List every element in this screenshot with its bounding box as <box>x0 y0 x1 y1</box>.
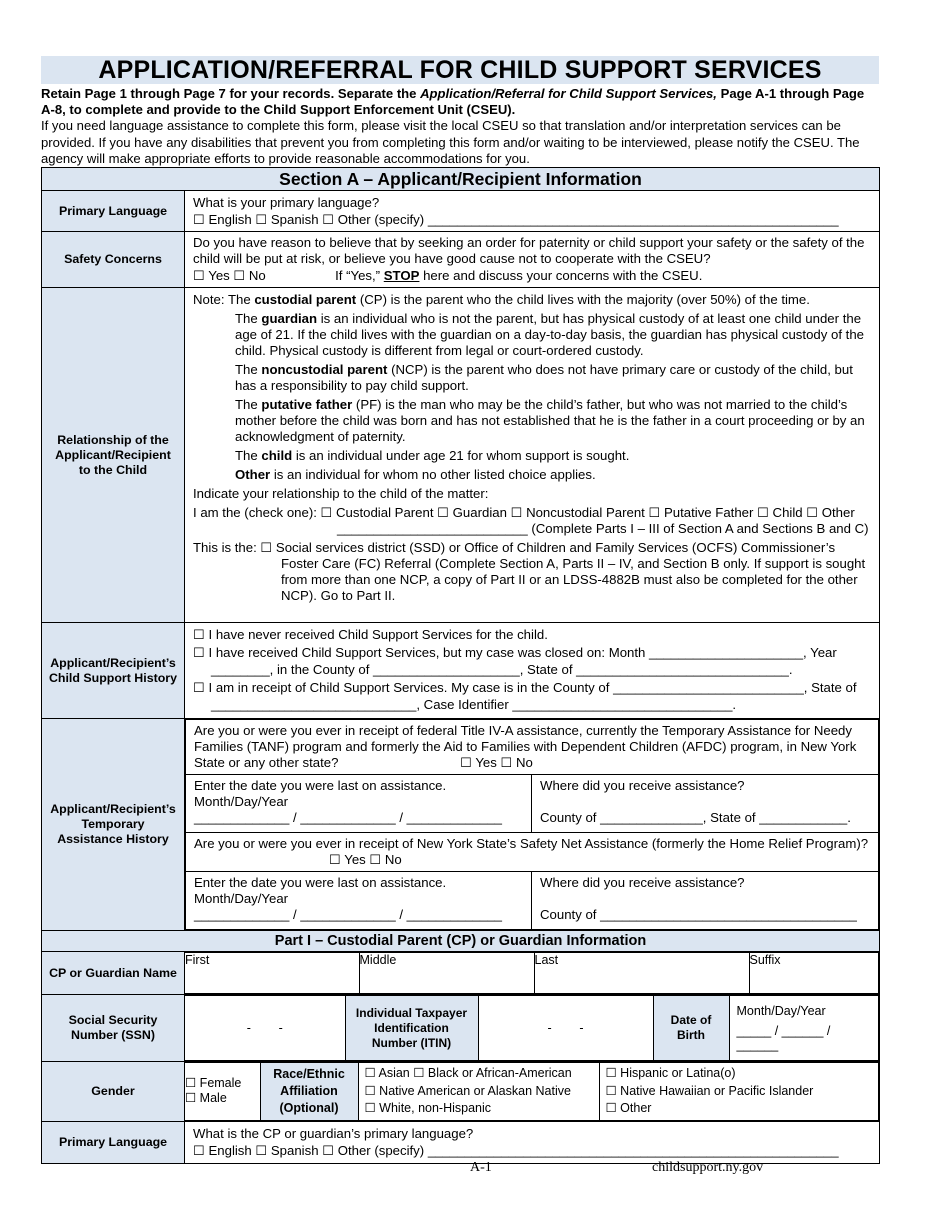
foster-care-referral[interactable]: This is the: ☐ Social services district (SSD) or Office of Children and Family Services (OCFS) Commissioner’s Foster Care (FC) Referral (Complete Section A, Parts II – IV, and Section B only. If support is sought from more than one NCP, a copy of Part II or an LDSS-4882B must also be completed for the other NCP). Go to Part II. <box>193 540 866 604</box>
section-a-table: Section A – Applicant/Recipient Information Primary Language What is your primary language? ☐ English ☐ Spanish ☐ Other (specify) ________________________________________________________ Safety Concerns Do you have reason to believe that by seeking an order for paternity or child support your safety or the safety of the child will be put at risk, or believe you have good cause not to cooperate with the CSEU? ☐ Yes ☐ No If “Yes,” STOP here and discuss your concerns with the CSEU. Relationship of the Applicant/Recipient to the Child Note: The custodial parent (CP) is the parent who the child lives with the majority (over 50%) of the time. The guardian is an individual who is not the parent, but has physical custody of at least one child under the age of 21. If the child lives with the guardian on a day-to-day basis, the guardian has physical custody of the child. Physical custody is different from legal or court-ordered custody. The noncustodial parent (NCP) is the parent who does not have primary care or custody of the child, but has a responsibility to pay child support. The putative father (PF) is the man who may be the child’s father, but who was not married to the child’s mother before the child was born and has not established that he is the father in a court proceeding or by an acknowledgment of paternity. The child is an individual under age 21 for whom support is sought. Other is an individual for whom no other listed choice applies. Indicate your relationship to the child of the matter: I am the (check one): ☐ Custodial Parent ☐ Guardian ☐ Noncustodial Parent ☐ Putative Father ☐ Child ☐ Other __________________________ (Complete Parts I – III of Section A and Sections B and C) This is the: ☐ Social services district (SSD) or Office of Children and Family Services (OCFS) Commissioner’s Foster Care (FC) Referral (Complete Section A, Parts II – IV, and Section B only. If support is sought from more than one NCP, a copy of Part II or an LDSS-4882B must also be completed for the other NCP). Go to Part II. Applicant/Recipient’s Child Support History ☐ I have never received Child Support Services for the child. ☐ I have received Child Support Services, but my case was closed on: Month _____________________, Year ________, in the County of ____________________, State of _____________________________. ☐ I am in receipt of Child Support Services. My case is in the County of __________________________, State of ____________________________, Case Identifier ______________________________. Applicant/Recipient’s Temporary Assistance History Are you or were you ever in receipt of federal Title IV-A assistance, currently the Temporary Assistance for Needy Families (TANF) program and formerly the Aid to Families with Dependent Children (AFDC) program, in New York State or any other state? ☐ Yes ☐ No Enter the date you were last on assistance. Month/Day/Year _____________ / _____________ / _____________ Where did you receive assistance? County of ______________, State of ____________. Are you or were you ever in receipt of New York State’s Safety Net Assistance (formerly the Home Relief Program)? ☐ Yes ☐ No Enter the date you were last on assistance. Month/Day/Year _____________ / _____________ / _____________ Where did you receive assistance? County of ___________________________________ Part I – Custodial Parent (CP) or Guardian Information CP or Guardian Name First Middle Last Suffix Social Security Number (SSN) - - Individual Taxpayer Identification Number (ITIN) - - Date of Birth Month/Day/Year _____ / ______ / ______ Gender ☐ Female ☐ Male Race/Ethnic Affiliation (Optional) ☐ Asian ☐ Black or African-American ☐ Native American or Alaskan Native ☐ White, non-Hispanic ☐ Hispanic or Latina(o) ☐ Native Hawaiian or Pacific Islander ☐ Other Primary Language What is the CP or guardian’s primary language? ☐ English ☐ Spanish ☐ Other (specify) ________________________________________________________ <box>41 167 880 1164</box>
section-a-title: Section A – Applicant/Recipient Information <box>42 168 880 191</box>
sna-county-field[interactable]: County of ___________________________________ <box>540 907 857 923</box>
dob-field[interactable]: _____ / ______ / ______ <box>736 1024 831 1053</box>
safety-question: Do you have reason to believe that by seeking an order for paternity or child support your safety or the safety of the child will be put at risk, or believe you have good cause not to cooperate with the CSEU? <box>193 235 865 267</box>
dob-label: Date of Birth <box>653 996 729 1061</box>
gender-female-checkbox[interactable]: ☐ Female <box>185 1076 242 1091</box>
ta-history-label: Applicant/Recipient’s Temporary Assistance History <box>42 719 185 931</box>
sna-date-field[interactable]: _____________ / _____________ / _____________ <box>194 907 503 923</box>
form-title: APPLICATION/REFERRAL FOR CHILD SUPPORT SERVICES <box>41 56 879 84</box>
history-label: Applicant/Recipient’s Child Support History <box>42 623 185 719</box>
accessibility-note: If you need language assistance to complete this form, please visit the local CSEU so that translation and/or interpretation services can be provided. If you have any disabilities that prevent you from completing this form and/or waiting to be interviewed, please notify the CSEU. The agency will make appropriate efforts to provide reasonable accommodations for you. <box>41 118 860 166</box>
history-current[interactable]: ☐ I am in receipt of Child Support Services. My case is in the County of __________________________, State of ____________________________, Case Identifier ______________________________. <box>193 679 857 713</box>
stop-text: STOP <box>383 268 420 284</box>
relationship-checkboxes[interactable]: I am the (check one): ☐ Custodial Parent ☐ Guardian ☐ Noncustodial Parent ☐ Putative Father ☐ Child ☐ Other __________________________ (Complete Parts I – III of Section A and Sections B and C) <box>193 505 869 537</box>
form-page <box>41 56 879 1164</box>
primary-language-label: Primary Language <box>42 191 185 232</box>
cp-name-label: CP or Guardian Name <box>42 952 185 995</box>
safety-options[interactable]: ☐ Yes ☐ No <box>193 268 266 284</box>
cp-middle-name-field[interactable]: Middle <box>359 953 534 994</box>
cp-language-options[interactable]: ☐ English ☐ Spanish ☐ Other (specify) ________________________________________________________ <box>193 1142 839 1158</box>
ta-county-state-field[interactable]: County of ______________, State of ____________. <box>540 810 851 826</box>
itin-field[interactable]: - - <box>478 996 653 1061</box>
safety-net-options[interactable]: ☐ Yes ☐ No <box>329 852 402 868</box>
history-never[interactable]: ☐ I have never received Child Support Services for the child. <box>193 627 548 643</box>
race-native-hawaiian[interactable]: ☐ Native Hawaiian or Pacific Islander <box>605 1083 814 1098</box>
indicate-relationship: Indicate your relationship to the child of the matter: <box>193 486 489 502</box>
ta-date-field[interactable]: _____________ / _____________ / _____________ <box>194 810 503 826</box>
safety-net-question: Are you or were you ever in receipt of New York State’s Safety Net Assistance (formerly the Home Relief Program)? <box>194 836 869 852</box>
intro-text: Retain Page 1 through Page 7 for your records. Separate the Application/Referral for Child Support Services, Page A-1 through Page A-8, to complete and provide to the Child Support Enforcement Unit (CSEU). If you need language assistance to complete this form, please visit the local CSEU so that translation and/or interpretation services can be provided. If you have any disabilities that prevent you from completing this form and/or waiting to be interviewed, please notify the CSEU. The agency will make appropriate efforts to provide reasonable accommodations for you. <box>41 86 865 166</box>
cp-language-question: What is the CP or guardian’s primary language? <box>193 1125 474 1141</box>
cp-first-name-field[interactable]: First <box>185 953 359 994</box>
history-closed[interactable]: ☐ I have received Child Support Services, but my case was closed on: Month _____________________, Year ________, in the County of ____________________, State of _____________________________. <box>193 644 837 678</box>
cp-suffix-field[interactable]: Suffix <box>749 953 879 994</box>
primary-language-question: What is your primary language? <box>193 195 380 211</box>
gender-male-checkbox[interactable]: ☐ Male <box>185 1091 227 1106</box>
website-url: childsupport.ny.gov <box>652 1160 764 1175</box>
race-asian-black[interactable]: ☐ Asian ☐ Black or African-American <box>364 1066 572 1081</box>
safety-concerns-label: Safety Concerns <box>42 232 185 288</box>
ssn-label: Social Security Number (SSN) <box>42 995 185 1062</box>
race-native-american[interactable]: ☐ Native American or Alaskan Native <box>364 1083 571 1098</box>
ssn-field[interactable]: - - <box>185 996 345 1061</box>
page-number: A-1 <box>470 1160 492 1175</box>
primary-language-options[interactable]: ☐ English ☐ Spanish ☐ Other (specify) ________________________________________________________ <box>193 212 839 228</box>
race-other[interactable]: ☐ Other <box>605 1101 652 1116</box>
cp-last-name-field[interactable]: Last <box>534 953 749 994</box>
race-label: Race/Ethnic Affiliation (Optional) <box>260 1063 358 1121</box>
tanf-options[interactable]: ☐ Yes ☐ No <box>460 755 533 771</box>
race-white[interactable]: ☐ White, non-Hispanic <box>364 1101 492 1116</box>
cp-language-label: Primary Language <box>42 1121 185 1163</box>
itin-label: Individual Taxpayer Identification Number (ITIN) <box>345 996 478 1061</box>
tanf-question: Are you or were you ever in receipt of federal Title IV-A assistance, currently the Temporary Assistance for Needy Families (TANF) program and formerly the Aid to Families with Dependent Children (AFDC) program, in New York State or any other state? <box>194 723 857 771</box>
part-1-title: Part I – Custodial Parent (CP) or Guardian Information <box>42 931 880 952</box>
relationship-label: Relationship of the Applicant/Recipient to the Child <box>42 288 185 623</box>
gender-label: Gender <box>42 1062 185 1122</box>
race-hispanic[interactable]: ☐ Hispanic or Latina(o) <box>605 1066 736 1081</box>
